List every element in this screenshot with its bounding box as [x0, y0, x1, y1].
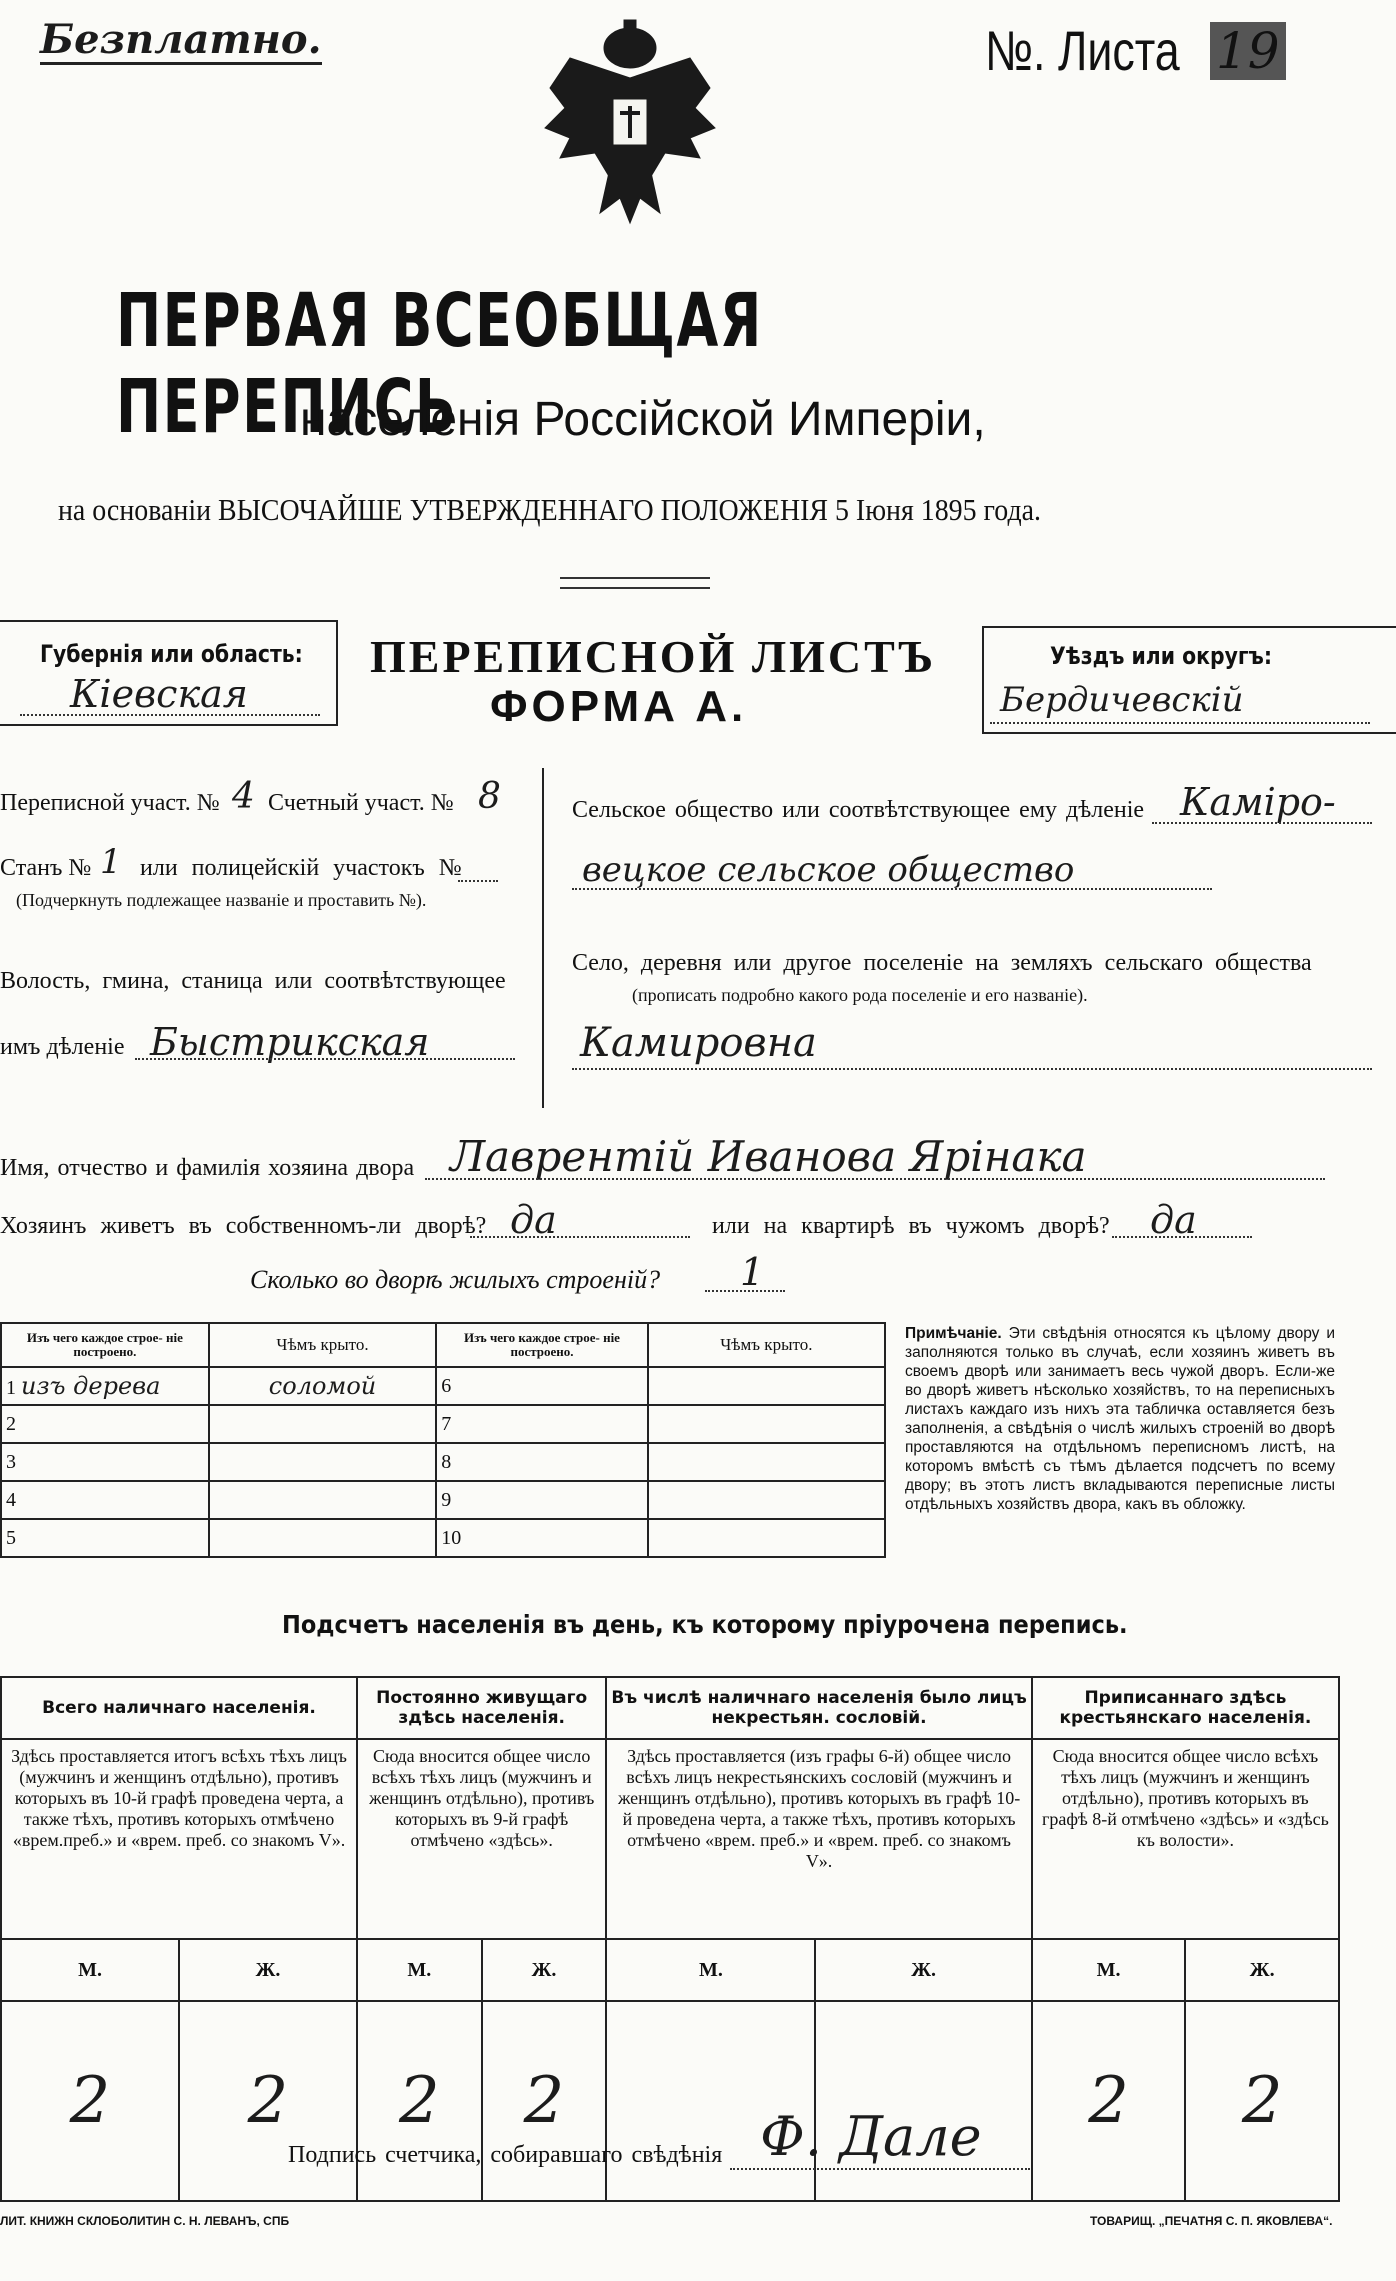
stan-value: 1 — [100, 842, 122, 882]
count-col4-head: Приписаннаго здѣсь крестьянскаго населенія. — [1032, 1677, 1339, 1739]
society-label: Сельское общество или соотвѣтствующее ему дѣленіе — [572, 797, 1145, 823]
note-text: Эти свѣдѣнія относятся къ цѣлому двору и заполняются только въ случаѣ, если хозяинъ живетъ въ своемъ дворѣ или занимаетъ весь чужой дворъ. Если-же во дворѣ живетъ нѣсколько хозяйствъ, то на переписныхъ листахъ каждаго изъ нихъ эта табличка оставляется безъ заполненія, а свѣдѣнія о числѣ жилыхъ строеній во дворѣ проставляются на отдѣльномъ переписномъ листѣ, на которомъ вмѣстѣ съ тѣмъ дѣлается подсчетъ по всему двору; въ этотъ листъ вкладываются переписные листы отдѣльныхъ хозяйствъ двора, какъ въ обложку. — [905, 1325, 1335, 1513]
uezd-value: Бердичевскій — [1000, 680, 1244, 720]
society-value-1: Каміро- — [1180, 780, 1336, 824]
count-col2-female: 2 — [482, 2001, 607, 2201]
female-label: Ж. — [179, 1939, 357, 2001]
col-roof: Чѣмъ крыто. — [209, 1323, 437, 1367]
owner-name-label: Имя, отчество и фамилія хозяина двора — [0, 1155, 415, 1181]
count-col3-female — [815, 2001, 1031, 2201]
owner-rent-label: или на квартирѣ въ чужомъ дворѣ? — [712, 1213, 1110, 1239]
count-district-label: Счетный участ. № — [268, 790, 454, 816]
table-row: 3 8 — [1, 1443, 885, 1481]
count-col1-head: Всего наличнаго населенія. — [1, 1677, 357, 1739]
roof-value: соломой — [209, 1367, 437, 1405]
stan-label: Станъ № — [0, 855, 92, 881]
village-note: (прописать подробно какого рода поселеніе и его названіе). — [632, 985, 1088, 1005]
village-value: Камировна — [580, 1020, 817, 1066]
gubernia-label: Губернія или область: — [40, 640, 303, 668]
buildings-count-value: 1 — [740, 1250, 765, 1294]
count-col1-male: 2 — [1, 2001, 179, 2201]
ornament-divider — [560, 577, 710, 589]
volost-label: Волость, гмина, станица или соотвѣтствующее — [0, 968, 506, 994]
count-col1-desc: Здѣсь проставляется итогъ всѣхъ тѣхъ лицъ (мужчинъ и женщинъ отдѣльно), противъ которыхъ въ 10-й графѣ проведена черта, а также тѣхъ, противъ которыхъ отмѣчено «врем.преб.» и «врем. преб. со знакомъ V». — [1, 1739, 357, 1939]
count-col3-desc: Здѣсь проставляется (изъ графы 6-й) общее число всѣхъ лицъ некрестьянскихъ сословій (мужчинъ и женщинъ отдѣльно), противъ которыхъ въ графѣ 10-й проведена черта, а также тѣхъ, противъ которыхъ отмѣчено «врем. преб.» и «врем. преб. со знакомъ V». — [606, 1739, 1031, 1939]
count-district-value: 8 — [478, 776, 501, 817]
form-subtitle: ФОРМА А. — [490, 682, 748, 731]
note-label: Примѣчаніе. — [905, 1325, 1002, 1342]
printer-left: ЛИТ. КНИЖН СКЛОБОЛИТИН С. Н. ЛЕВАНЪ, СПБ — [0, 2214, 290, 2228]
note-block — [905, 1324, 1335, 1514]
society-value-2: вецкое сельское общество — [582, 850, 1075, 890]
count-title: Подсчетъ населенія въ день, къ которому пріурочена перепись. — [282, 1610, 1128, 1639]
form-title: ПЕРЕПИСНОЙ ЛИСТЪ — [370, 631, 937, 682]
census-district-value: 4 — [232, 776, 255, 817]
table-row: 5 10 — [1, 1519, 885, 1557]
free-stamp: Безплатно. — [40, 16, 322, 63]
owner-name-value: Лаврентій Иванова Ярінака — [450, 1132, 1087, 1181]
main-title: ПЕРВАЯ ВСЕОБЩАЯ ПЕРЕПИСЬ — [116, 278, 763, 450]
female-label: Ж. — [482, 1939, 607, 2001]
female-label: Ж. — [1185, 1939, 1339, 2001]
signature-label: Подпись счетчика, собиравшаго свѣдѣнія — [288, 2142, 723, 2168]
police-district-label: или полицейскій участокъ № — [140, 855, 462, 881]
subtitle: населенія Россійской Имперіи, — [300, 393, 986, 446]
female-label: Ж. — [815, 1939, 1031, 2001]
signature-value: Ф. Дале — [760, 2105, 982, 2168]
col-material: Изъ чего каждое строе- ніе построено. — [1, 1323, 209, 1367]
owner-lives-label: Хозяинъ живетъ въ собственномъ-ли дворѣ? — [0, 1213, 487, 1239]
count-col1-female: 2 — [179, 2001, 357, 2201]
count-col4-male: 2 — [1032, 2001, 1186, 2201]
count-col2-male: 2 — [357, 2001, 482, 2201]
count-col4-female: 2 — [1185, 2001, 1339, 2201]
male-label: М. — [1, 1939, 179, 2001]
uezd-label: Уѣздъ или округъ: — [1050, 642, 1273, 670]
table-row: 1 изъ дерева соломой 6 — [1, 1367, 885, 1405]
table-row: 4 9 — [1, 1481, 885, 1519]
census-district-label: Переписной участ. № — [0, 790, 220, 816]
table-row: 2 7 — [1, 1405, 885, 1443]
col-material-2: Изъ чего каждое строе- ніе построено. — [436, 1323, 647, 1367]
buildings-count-label: Сколько во дворѣ жилыхъ строеній? — [250, 1265, 661, 1294]
underline-note: (Подчеркнуть подлежащее названіе и проставить №). — [16, 890, 427, 910]
male-label: М. — [357, 1939, 482, 2001]
sheet-number-label: №. Листа — [985, 19, 1180, 82]
count-col4-desc: Сюда вносится общее число всѣхъ тѣхъ лицъ (мужчинъ и женщинъ отдѣльно), противъ которыхъ въ графѣ 8-й отмѣчено «здѣсь» и «здѣсь къ волости». — [1032, 1739, 1339, 1939]
col-roof-2: Чѣмъ крыто. — [648, 1323, 885, 1367]
gubernia-value: Кіевская — [70, 672, 248, 716]
basis-line: на основаніи ВЫСОЧАЙШЕ УТВЕРЖДЕННАГО ПОЛОЖЕНІЯ 5 Іюня 1895 года. — [58, 492, 1042, 527]
male-label: М. — [1032, 1939, 1186, 2001]
male-label: М. — [606, 1939, 815, 2001]
printer-right: ТОВАРИЩ. „ПЕЧАТНЯ С. П. ЯКОВЛЕВА“. — [1090, 2214, 1333, 2228]
count-col2-head: Постоянно живущаго здѣсь населенія. — [357, 1677, 606, 1739]
volost-value: Быстрикская — [150, 1020, 430, 1064]
volost-label-2: имъ дѣленіе — [0, 1034, 125, 1060]
count-col3-head: Въ числѣ наличнаго населенія было лицъ некрестьян. сословій. — [606, 1677, 1031, 1739]
material-value: изъ дерева — [21, 1372, 161, 1400]
owner-rent-value: да — [1150, 1198, 1197, 1242]
buildings-table — [0, 1322, 886, 1558]
population-count-table — [0, 1676, 1340, 2202]
sheet-number-value: 19 — [1210, 22, 1286, 80]
owner-lives-value: да — [510, 1198, 557, 1242]
village-label: Село, деревня или другое поселеніе на земляхъ сельскаго общества — [572, 950, 1312, 976]
count-col2-desc: Сюда вносится общее число всѣхъ тѣхъ лицъ (мужчинъ и женщинъ отдѣльно), противъ которыхъ въ 9-й графѣ отмѣчено «здѣсь». — [357, 1739, 606, 1939]
count-col3-male — [606, 2001, 815, 2201]
imperial-eagle-emblem — [540, 18, 720, 228]
